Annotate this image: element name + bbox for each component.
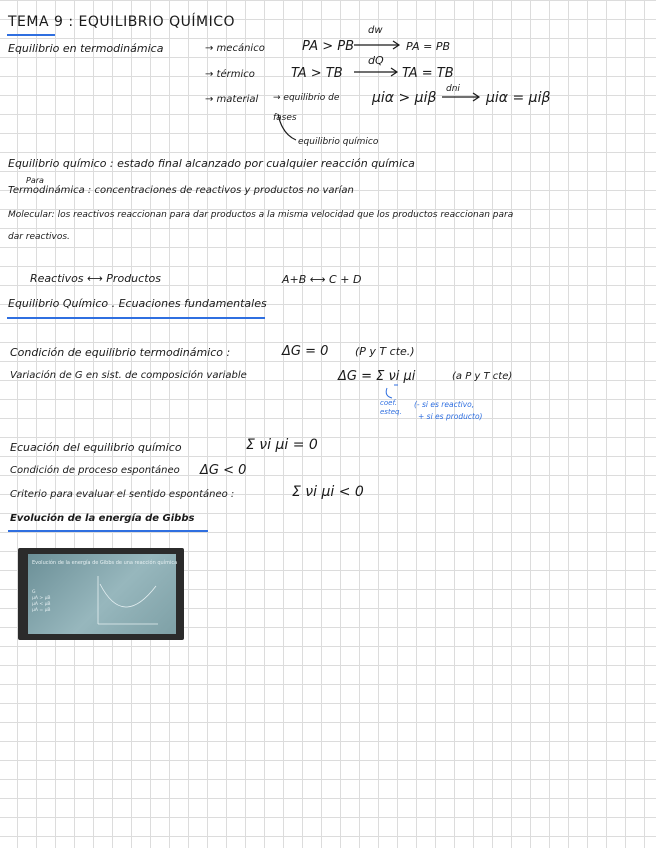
crit-equation: Σ νi μi < 0 <box>292 484 364 500</box>
reaction-general: Reactivos ⟷ Productos <box>30 272 161 285</box>
def-termodinamica: Termodinámica : concentraciones de reactivos y productos no varían <box>8 185 354 196</box>
section-fundamentales: Equilibrio Químico . Ecuaciones fundamentales <box>8 297 267 310</box>
slide-title: Evolución de la energía de Gibbs de una reacción química <box>32 560 178 566</box>
fases-over-arrow: dni <box>446 84 460 94</box>
cond-equation: ΔG = 0 <box>282 344 329 359</box>
var-note: (a P y T cte) <box>452 371 513 382</box>
fases-condition: μiα > μiβ <box>372 90 437 106</box>
slide-text: G μA > μB μA < μB μA = μB <box>32 590 51 613</box>
cond-note: (P y T cte.) <box>355 345 415 358</box>
section-gibbs: Evolución de la energía de Gibbs <box>10 513 195 524</box>
def-molecular-1: Molecular: los reactivos reaccionan para dar productos a la misma velocidad que los productos reaccionan para <box>8 210 514 220</box>
termico-condition: TA > TB <box>291 66 343 81</box>
quimico-label: equilibrio químico <box>298 137 379 147</box>
ec-equation: Σ νi μi = 0 <box>246 437 318 453</box>
crit-label: Criterio para evaluar el sentido espontáneo : <box>10 489 235 500</box>
esp-label: Condición de proceso espontáneo <box>10 465 180 476</box>
coef-note-1: (- si es reactivo, <box>414 400 475 409</box>
cond-label: Condición de equilibrio termodinámico : <box>10 346 231 359</box>
def-para: Para <box>26 176 44 185</box>
fases-result: μiα = μiβ <box>486 90 551 106</box>
mecanico-condition: PA > PB <box>302 39 354 54</box>
mecanico-label: → mecánico <box>205 43 265 54</box>
material-label: → material <box>205 94 259 105</box>
termico-label: → térmico <box>205 69 255 80</box>
termico-result: TA = TB <box>402 66 454 81</box>
def-molecular-2: dar reactivos. <box>8 232 70 242</box>
termico-over-arrow: dQ <box>368 54 384 67</box>
coef-label: coef. esteq. <box>380 399 402 416</box>
esp-equation: ΔG < 0 <box>200 463 247 478</box>
mecanico-result: PA = PB <box>406 40 450 53</box>
intro-label: Equilibrio en termodinámica <box>8 42 164 55</box>
fases-label: → equilibrio de fases <box>273 93 340 123</box>
reaction-example: A+B ⟷ C + D <box>282 273 362 286</box>
var-equation: ΔG = Σ νi μi <box>338 369 416 384</box>
page-title: TEMA 9 : EQUILIBRIO QUÍMICO <box>8 14 236 30</box>
def-equilibrio: Equilibrio químico : estado final alcanzado por cualquier reacción química <box>8 157 415 170</box>
mecanico-over-arrow: dw <box>368 25 383 36</box>
var-label: Variación de G en sist. de composición variable <box>10 370 247 381</box>
ec-label: Ecuación del equilibrio químico <box>10 441 182 454</box>
coef-note-2: + si es producto) <box>418 412 483 421</box>
